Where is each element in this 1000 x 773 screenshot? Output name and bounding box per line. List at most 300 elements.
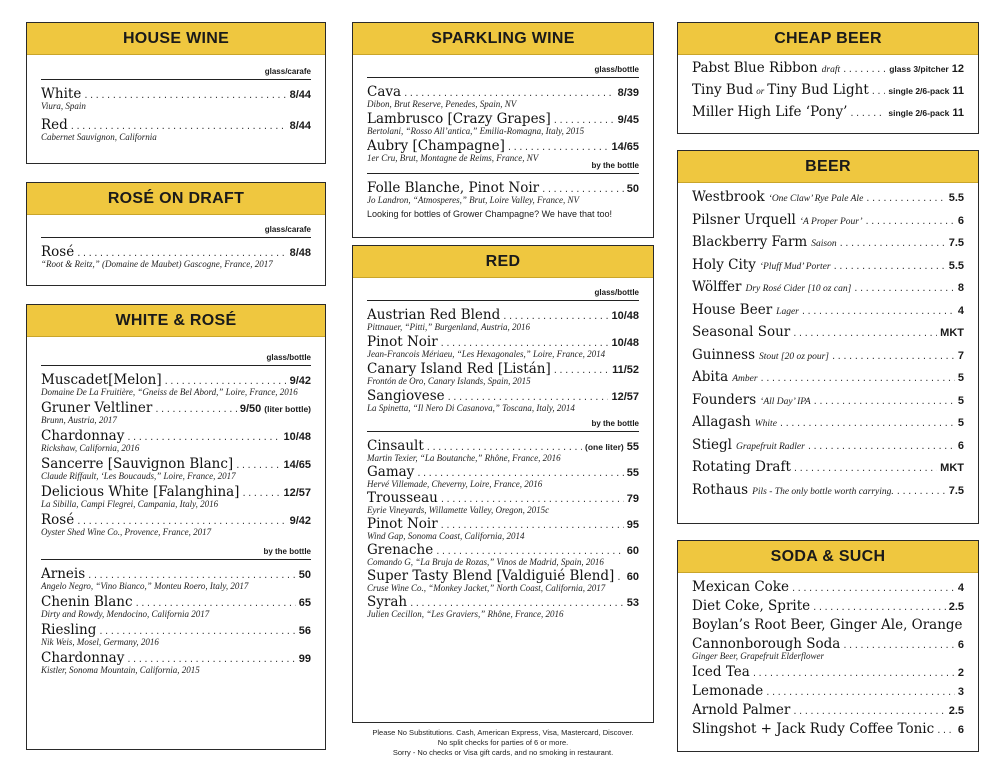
menu-item-line xyxy=(367,464,639,480)
leader-dots xyxy=(155,404,236,415)
item-price: 2.5 xyxy=(948,705,964,717)
menu-item xyxy=(692,636,964,661)
leader-dots xyxy=(753,668,955,679)
menu-item xyxy=(41,594,311,619)
menu-item xyxy=(367,542,639,567)
item-note: Pils - The only bottle worth carrying. xyxy=(752,486,894,497)
menu-item-line xyxy=(692,482,964,498)
item-description: Brunn, Austria, 2017 xyxy=(41,415,117,425)
menu-item-line xyxy=(367,111,639,127)
menu-item xyxy=(692,579,964,595)
item-description: Angelo Negro, “Vino Bianco,” Monteu Roero, Italy, 2017 xyxy=(41,581,249,591)
menu-item-line xyxy=(692,636,964,652)
leader-dots xyxy=(448,392,609,403)
leader-dots xyxy=(897,486,946,497)
menu-item-line xyxy=(692,82,964,98)
menu-item-line xyxy=(41,86,311,102)
item-description: Domaine De La Fruitière, “Gneiss de Bel Abord,” Loire, France, 2016 xyxy=(41,387,298,397)
leader-dots xyxy=(808,441,955,452)
menu-item xyxy=(692,302,964,318)
cheap-beer-section xyxy=(677,22,979,134)
item-note: ‘One Claw’ Rye Pale Ale xyxy=(768,194,864,204)
item-name: Tiny Bud xyxy=(692,82,754,98)
menu-item-line xyxy=(41,484,311,500)
item-price: 50 xyxy=(626,183,639,195)
leader-dots xyxy=(71,121,287,132)
menu-item-line xyxy=(692,721,964,737)
leader-dots xyxy=(503,311,608,322)
item-description: La Sibilla, Campi Flegrei, Campania, Italy, 2016 xyxy=(41,499,219,509)
menu-item-line xyxy=(41,372,311,388)
item-price-note: (liter bottle) xyxy=(264,404,311,414)
menu-item xyxy=(367,568,639,593)
menu-item xyxy=(41,512,311,537)
item-price: 9/45 xyxy=(617,114,639,126)
leader-dots xyxy=(554,365,609,376)
item-price: 79 xyxy=(626,493,639,505)
leader-dots xyxy=(834,261,946,272)
item-note: Dry Rosé Cider [10 oz can] xyxy=(745,284,852,294)
menu-item xyxy=(692,189,964,205)
item-name: Grenache xyxy=(367,542,434,558)
menu-item-line xyxy=(41,512,311,528)
item-name: Canary Island Red [Listán] xyxy=(367,361,551,377)
menu-item-line xyxy=(367,180,639,196)
grower-champagne-note: Looking for bottles of Grower Champagne? We have that too! xyxy=(367,209,612,219)
item-note: draft xyxy=(821,65,841,75)
cheap-beer-title: CHEAP BEER xyxy=(774,29,882,47)
item-name: Sangiovese xyxy=(367,388,445,404)
item-price: 11 xyxy=(952,107,964,119)
red-section xyxy=(352,245,654,723)
item-price: 6 xyxy=(957,724,964,736)
leader-dots xyxy=(554,115,615,126)
menu-item-line xyxy=(692,369,964,385)
house-wine-section xyxy=(26,22,326,164)
item-price-prefix: (one liter) xyxy=(585,442,624,452)
leader-dots xyxy=(793,706,945,717)
item-description: Comando G, “La Bruja de Rozas,” Vinos de Madrid, Spain, 2016 xyxy=(367,557,604,567)
item-description: Martin Texier, “La Boutanche,” Rhône, France, 2016 xyxy=(367,453,561,463)
item-name-second: Tiny Bud Light xyxy=(767,82,869,98)
item-price: 50 xyxy=(298,569,311,581)
item-description: Rickshaw, California, 2016 xyxy=(41,443,140,453)
menu-item-line xyxy=(367,568,639,584)
item-name: Pilsner Urquell xyxy=(692,211,796,228)
item-name: Austrian Red Blend xyxy=(367,307,501,323)
white-rose-bottle-list xyxy=(41,566,311,675)
item-name: Rotating Draft xyxy=(692,459,791,475)
white-rose-bottle-heading: by the bottle xyxy=(41,543,311,560)
item-name: Delicious White [Falanghina] xyxy=(41,484,240,500)
item-description: Bertolani, “Rosso All’antica,” Emilia-Romagna, Italy, 2015 xyxy=(367,126,585,136)
item-note: ‘Pluff Mud’ Porter xyxy=(759,261,831,272)
item-price: 5 xyxy=(957,372,964,384)
menu-item-line xyxy=(692,234,964,250)
item-price: 9/42 xyxy=(289,375,311,387)
item-price: 7.5 xyxy=(948,237,964,249)
item-name: Lambrusco [Crazy Grapes] xyxy=(367,111,551,127)
item-name: House Beer xyxy=(692,301,773,318)
item-price: 5 xyxy=(957,394,964,407)
menu-item-line xyxy=(692,392,964,408)
item-note: ‘All Day’ IPA xyxy=(760,396,811,407)
beer-header xyxy=(678,151,978,183)
menu-item-line xyxy=(692,279,964,295)
red-bottle-heading: by the bottle xyxy=(367,415,639,432)
item-description: Julien Cecillon, “Les Graviers,” Rhône, France, 2016 xyxy=(367,609,564,619)
item-price: 7.5 xyxy=(948,484,964,497)
leader-dots xyxy=(761,373,955,384)
item-note: Stout [20 oz pour] xyxy=(759,351,829,362)
menu-item-line xyxy=(367,490,639,506)
menu-item xyxy=(367,490,639,515)
item-price: 10/48 xyxy=(611,310,639,322)
sparkling-wine-section xyxy=(352,22,654,238)
item-price: 60 xyxy=(626,571,639,583)
sparkling-wine-title: SPARKLING WINE xyxy=(431,29,575,47)
menu-item xyxy=(367,464,639,489)
menu-item xyxy=(41,484,311,509)
item-price: 12 xyxy=(951,63,964,75)
leader-dots xyxy=(793,328,937,339)
leader-dots xyxy=(814,396,955,407)
item-name: Founders xyxy=(692,391,757,408)
item-name: Rothaus xyxy=(692,481,749,498)
menu-item-line xyxy=(692,302,964,318)
menu-item-line xyxy=(692,104,964,120)
leader-dots xyxy=(766,687,955,698)
item-name: Iced Tea xyxy=(692,664,750,680)
beer-list xyxy=(692,189,964,498)
item-name: Arneis xyxy=(41,566,86,582)
menu-item-line xyxy=(692,324,964,340)
menu-item-line xyxy=(692,617,964,633)
item-price: 60 xyxy=(626,545,639,557)
item-price: 8 xyxy=(957,282,964,294)
item-name: Gamay xyxy=(367,464,415,480)
item-price: 5.5 xyxy=(948,259,964,272)
item-description: Kistler, Sonoma Mountain, California, 2015 xyxy=(41,665,200,675)
item-description: Cabernet Sauvignon, California xyxy=(41,132,157,142)
leader-dots xyxy=(813,602,946,613)
menu-item-line xyxy=(367,388,639,404)
menu-item-line xyxy=(367,307,639,323)
leader-dots xyxy=(99,626,295,637)
item-name: Blackberry Farm xyxy=(692,234,808,250)
menu-item-line xyxy=(692,598,964,614)
item-name: Aubry [Champagne] xyxy=(367,138,505,154)
red-bottle-list xyxy=(367,438,639,619)
item-name: Seasonal Sour xyxy=(692,324,791,340)
item-price: 12/57 xyxy=(611,391,639,403)
menu-item-line xyxy=(41,428,311,444)
white-rose-title: WHITE & ROSÉ xyxy=(115,311,237,329)
sparkling-bottle-list xyxy=(367,180,639,205)
leader-dots xyxy=(617,572,623,583)
menu-item xyxy=(367,84,639,109)
item-description: Cruse Wine Co., “Monkey Jacket,” North Coast, California, 2017 xyxy=(367,583,606,593)
item-name: Pinot Noir xyxy=(367,334,438,350)
menu-item xyxy=(367,594,639,619)
item-price-prefix: glass 3/pitcher xyxy=(889,64,949,74)
white-rose-column-heading: glass/bottle xyxy=(41,349,311,366)
menu-item xyxy=(41,428,311,453)
item-name: Guinness xyxy=(692,346,756,363)
house-wine-column-heading: glass/carafe xyxy=(41,63,311,80)
red-header xyxy=(353,246,653,278)
item-price: 7 xyxy=(957,349,964,362)
leader-dots xyxy=(441,338,609,349)
leader-dots xyxy=(77,248,286,259)
menu-item xyxy=(41,566,311,591)
item-name: Diet Coke, Sprite xyxy=(692,598,811,614)
item-name: White xyxy=(41,86,82,102)
payment-policy-footnote xyxy=(352,728,654,758)
leader-dots xyxy=(508,142,609,153)
item-description: Dibon, Brut Reserve, Penedes, Spain, NV xyxy=(367,99,517,109)
item-name: Cava xyxy=(367,84,402,100)
menu-item-line xyxy=(692,664,964,680)
item-name: Syrah xyxy=(367,594,408,610)
item-name: Wölffer xyxy=(692,279,742,295)
item-price: 11 xyxy=(952,85,964,97)
menu-item xyxy=(367,180,639,205)
item-name: Super Tasty Blend [Valdiguié Blend] xyxy=(367,568,615,584)
item-description: Nik Weis, Mosel, Germany, 2016 xyxy=(41,637,159,647)
menu-item-line xyxy=(367,361,639,377)
item-price: 12/57 xyxy=(283,487,311,499)
item-price-prefix: single 2/6-pack xyxy=(888,86,950,96)
leader-dots xyxy=(840,238,946,249)
leader-dots xyxy=(866,216,955,227)
item-price: 65 xyxy=(298,597,311,609)
item-price-prefix: single 2/6-pack xyxy=(888,108,950,118)
item-price: 99 xyxy=(298,653,311,665)
leader-dots xyxy=(441,520,624,531)
white-rose-header xyxy=(27,305,325,337)
item-name: Slingshot + Jack Rudy Coffee Tonic xyxy=(692,721,935,737)
leader-dots xyxy=(427,442,582,453)
item-price: 4 xyxy=(957,582,964,594)
menu-item xyxy=(692,324,964,340)
menu-item xyxy=(692,414,964,430)
menu-item-line xyxy=(692,683,964,699)
leader-dots xyxy=(872,86,886,97)
item-note: Saison xyxy=(811,239,837,249)
item-description: Ginger Beer, Grapefruit Elderflower xyxy=(692,651,824,661)
menu-item xyxy=(41,244,311,269)
item-name: Folle Blanche, Pinot Noir xyxy=(367,180,540,196)
soda-header xyxy=(678,541,978,573)
item-price: 8/44 xyxy=(289,89,311,101)
item-description: Pittnauer, “Pitti,” Burgenland, Austria, 2016 xyxy=(367,322,531,332)
menu-item xyxy=(367,138,639,163)
menu-item-line xyxy=(692,212,964,228)
item-name: Chardonnay xyxy=(41,428,125,444)
item-name: Holy City xyxy=(692,256,756,273)
item-name: Chardonnay xyxy=(41,650,125,666)
item-name: Arnold Palmer xyxy=(692,702,791,718)
item-description: Oyster Shed Wine Co., Provence, France, 2017 xyxy=(41,527,212,537)
item-description: Viura, Spain xyxy=(41,101,86,111)
item-name: Miller High Life ‘Pony’ xyxy=(692,104,848,120)
item-name: Boylan’s Root Beer, Ginger Ale, Orange xyxy=(692,617,963,633)
footnote-line-3: Sorry - No checks or Visa gift cards, and no smoking in restaurant. xyxy=(392,748,614,757)
item-description: Frontón de Oro, Canary Islands, Spain, 2015 xyxy=(367,376,531,386)
item-price: MKT xyxy=(940,327,964,339)
leader-dots xyxy=(127,432,280,443)
item-price: 6 xyxy=(957,214,964,227)
leader-dots xyxy=(843,640,955,651)
item-name: Trousseau xyxy=(367,490,438,506)
leader-dots xyxy=(854,283,955,294)
menu-item-line xyxy=(367,334,639,350)
item-description: “Root & Reitz,” (Domaine de Maubet) Gascogne, France, 2017 xyxy=(41,259,273,269)
item-name: Stiegl xyxy=(692,436,732,453)
rose-on-draft-header xyxy=(27,183,325,215)
leader-dots xyxy=(441,494,624,505)
sparkling-wine-header xyxy=(353,23,653,55)
cheap-beer-list xyxy=(692,60,964,120)
item-name: Chenin Blanc xyxy=(41,594,133,610)
item-description: Wind Gap, Sonoma Coast, California, 2014 xyxy=(367,531,525,541)
item-price: 56 xyxy=(298,625,311,637)
house-wine-list xyxy=(41,86,311,142)
menu-item xyxy=(367,307,639,332)
menu-item-line xyxy=(692,189,964,205)
menu-item xyxy=(692,279,964,295)
menu-item xyxy=(692,702,964,718)
soda-list xyxy=(692,579,964,737)
menu-item xyxy=(692,369,964,385)
item-description: Jean-Francois Mériaeu, “Les Hexagonales,” Loire, France, 2014 xyxy=(367,349,606,359)
item-description: Claude Riffault, ‘Les Boucauds,” Loire, France, 2017 xyxy=(41,471,236,481)
item-price: 8/39 xyxy=(617,87,639,99)
leader-dots xyxy=(242,488,280,499)
cheap-beer-header xyxy=(678,23,978,55)
menu-item xyxy=(367,111,639,136)
item-price: 2.5 xyxy=(948,601,964,613)
menu-item xyxy=(41,400,311,425)
item-price: MKT xyxy=(940,462,964,474)
leader-dots xyxy=(436,546,624,557)
menu-item-line xyxy=(692,60,964,76)
item-name: Pinot Noir xyxy=(367,516,438,532)
leader-dots xyxy=(165,376,287,387)
leader-dots xyxy=(417,468,623,479)
menu-item xyxy=(692,392,964,408)
item-name: Rosé xyxy=(41,244,75,260)
menu-item-line xyxy=(367,438,639,454)
menu-item xyxy=(692,234,964,250)
white-rose-list xyxy=(41,372,311,537)
menu-item xyxy=(41,456,311,481)
item-note: ‘A Proper Pour’ xyxy=(799,216,863,227)
menu-item xyxy=(692,104,964,120)
item-price: 55 xyxy=(626,441,639,453)
item-or: or xyxy=(756,86,765,96)
item-description: Jo Landron, “Atmosperes,” Brut, Loire Valley, France, NV xyxy=(367,195,579,205)
item-price: 10/48 xyxy=(283,431,311,443)
menu-item-line xyxy=(692,347,964,363)
leader-dots xyxy=(127,654,295,665)
menu-item xyxy=(692,459,964,475)
menu-item xyxy=(692,347,964,363)
house-wine-title: HOUSE WINE xyxy=(122,29,230,47)
sparkling-column-heading: glass/bottle xyxy=(367,61,639,78)
item-price: 5.5 xyxy=(948,192,964,204)
menu-item xyxy=(692,664,964,680)
rose-on-draft-title: ROSÉ ON DRAFT xyxy=(107,189,245,207)
item-name: Pabst Blue Ribbon xyxy=(692,60,818,76)
menu-item xyxy=(367,388,639,413)
rose-on-draft-column-heading: glass/carafe xyxy=(41,221,311,238)
menu-item-line xyxy=(692,459,964,475)
item-price: 55 xyxy=(626,467,639,479)
item-price: 6 xyxy=(957,639,964,651)
item-name: Cinsault xyxy=(367,438,424,454)
item-description: Eyrie Vineyards, Willamette Valley, Oregon, 2015c xyxy=(367,505,550,515)
menu-item-line xyxy=(692,414,964,430)
menu-item xyxy=(41,372,311,397)
red-title: RED xyxy=(485,252,521,270)
item-price: 11/52 xyxy=(612,364,639,376)
item-price: 14/65 xyxy=(611,141,639,153)
soda-section xyxy=(677,540,979,752)
item-price: 8/44 xyxy=(289,120,311,132)
leader-dots xyxy=(794,463,937,474)
item-name: Sancerre [Sauvignon Blanc] xyxy=(41,456,234,472)
item-name: Abita xyxy=(692,369,729,385)
item-price: 3 xyxy=(957,686,964,698)
leader-dots xyxy=(236,460,280,471)
menu-item xyxy=(367,361,639,386)
menu-item-line xyxy=(692,579,964,595)
menu-item-line xyxy=(41,456,311,472)
leader-dots xyxy=(832,351,955,362)
leader-dots xyxy=(850,108,885,119)
menu-item-line xyxy=(367,542,639,558)
sparkling-bottle-heading: by the bottle xyxy=(367,161,639,174)
menu-item-line xyxy=(41,566,311,582)
menu-item xyxy=(692,437,964,453)
item-name: Mexican Coke xyxy=(692,579,789,595)
leader-dots xyxy=(792,583,955,594)
item-description: Hervé Villemade, Cheverny, Loire, France, 2016 xyxy=(367,479,543,489)
beer-section xyxy=(677,150,979,524)
menu-item-line xyxy=(367,594,639,610)
item-name: Muscadet[Melon] xyxy=(41,372,162,388)
item-description: Dirty and Rowdy, Mendocino, California 2017 xyxy=(41,609,210,619)
menu-item-line xyxy=(41,650,311,666)
item-price: 9/42 xyxy=(289,515,311,527)
menu-item xyxy=(41,622,311,647)
leader-dots xyxy=(84,90,286,101)
menu-item xyxy=(692,683,964,699)
menu-item xyxy=(367,438,639,463)
menu-item xyxy=(692,60,964,76)
leader-dots xyxy=(88,570,296,581)
item-price: 2 xyxy=(957,667,964,679)
item-description: La Spinetta, “Il Nero Di Casanova,” Toscana, Italy, 2014 xyxy=(367,403,575,413)
menu-item-line xyxy=(41,400,311,416)
menu-item-line xyxy=(367,84,639,100)
item-price: 4 xyxy=(957,304,964,317)
menu-item-line xyxy=(692,257,964,273)
menu-item xyxy=(367,334,639,359)
menu-item xyxy=(692,482,964,498)
